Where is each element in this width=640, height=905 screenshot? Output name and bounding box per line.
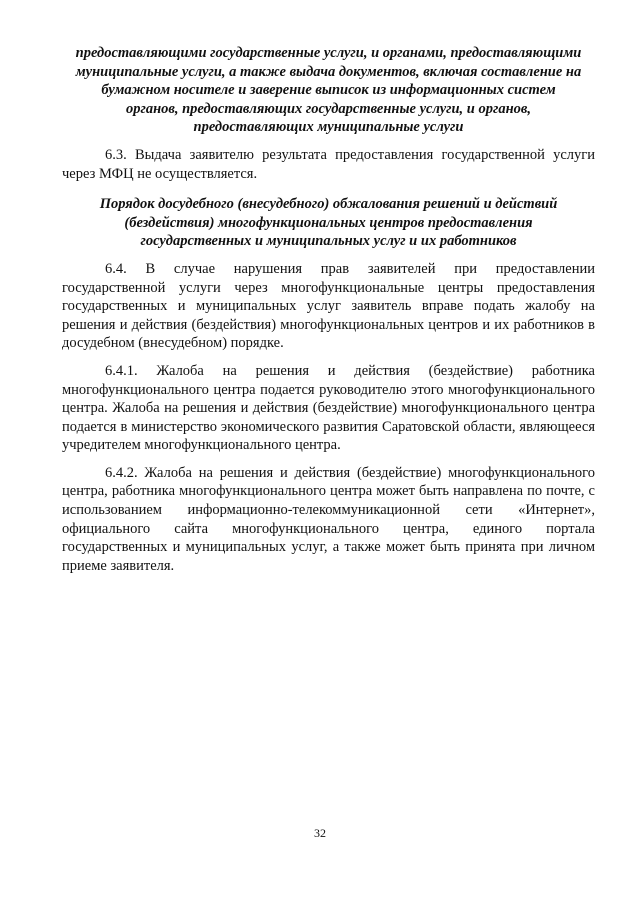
page-number: 32 — [314, 826, 326, 840]
heading-line: бумажном носителе и заверение выписок из информационных систем — [101, 82, 556, 99]
heading-line: органов, предоставляющих государственные услуги, и органов, — [125, 100, 532, 117]
heading-line: (бездействия) многофункциональных центров предоставления — [124, 214, 533, 231]
heading-line: предоставляющих муниципальные услуги — [193, 119, 464, 136]
paragraph-6-3: 6.3. Выдача заявителю результата предоставления государственной услуги через МФЦ не осуществляется. — [62, 146, 595, 182]
document-page — [62, 44, 595, 584]
paragraph-6-4-2: 6.4.2. Жалоба на решения и действия (бездействие) многофункционального центра, работника многофункционального центра может быть направлена по почте, с использованием информационно-телекоммуникационной сети «Интернет», официального сайта многофункционального центра, единого портала государственных и муниципальных услуг, а также может быть принята при личном приеме заявителя. — [62, 464, 595, 574]
section-heading-appeal — [62, 195, 595, 251]
paragraph-6-4: 6.4. В случае нарушения прав заявителей при предоставлении государственной услуги через многофункциональные центры предоставления государственных и муниципальных услуг заявитель вправе подать жалобу на решения и действия (бездействия) многофункциональных центров и их работников в досудебном (внесудебном) порядке. — [62, 260, 595, 352]
heading-line: государственных и муниципальных услуг и их работников — [140, 233, 517, 250]
heading-line: предоставляющими государственные услуги, и органами, предоставляющими — [75, 45, 582, 61]
heading-line: муниципальные услуги, а также выдача документов, включая составление на — [75, 63, 582, 80]
section-heading-continuation — [62, 44, 595, 137]
heading-line: Порядок досудебного (внесудебного) обжалования решений и действий — [99, 196, 558, 213]
paragraph-6-4-1: 6.4.1. Жалоба на решения и действия (бездействие) работника многофункционального центра подается руководителю этого многофункционального центра. Жалоба на решения и действия (бездействие) многофункционального центра подается в министерство экономического развития Саратовской области, являющееся учредителем многофункционального центра. — [62, 362, 595, 454]
